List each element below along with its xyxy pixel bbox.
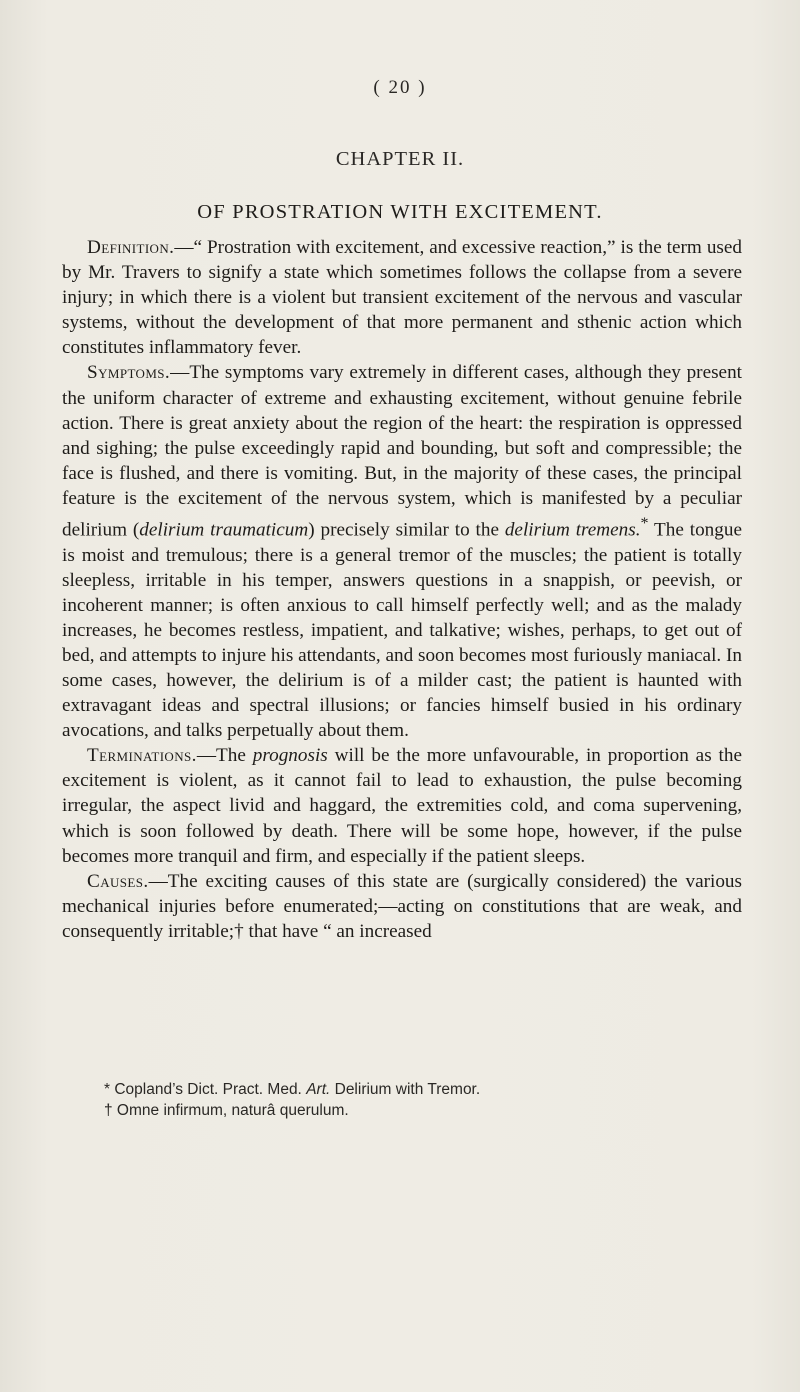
footnote-italic: Art. [306,1081,331,1098]
footnote-reference: † [234,920,244,942]
paragraph-terminations [62,743,742,868]
footnote-text: Omne infirmum, naturâ querulum. [112,1102,349,1119]
section-label-causes: Causes. [87,870,149,892]
footnotes [104,1079,744,1121]
paragraph-text: —The [196,745,253,767]
paragraph-text: —The symptoms vary extremely in different cases, although they present the uniform character of extreme and exhausting excitement, without genuine febrile action. There is great anxiety about the region of the heart: the respiration is oppressed and sighing; the pulse exceedingly rapid and bounding, but soft and compressible; the face is flushed, and there is vomiting. But, in the majority of these cases, the principal feature is the excitement of the nervous system, which is manifested by a peculiar delirium ( [62,362,742,541]
page-number: ( 20 ) [373,77,427,98]
italic-term: delirium tremens. [504,519,641,541]
footnote-reference: * [640,515,649,533]
footnote-1 [104,1079,744,1100]
paragraph-text: The tongue is moist and tremulous; there is a general tremor of the muscles; the patient is totally sleepless, irritable in his temper, answers questions in a snappish, or peevish, or incoherent manner; is often anxious to call himself perfectly well; and as the malady increases, he becomes restless, impatient, and talkative; wishes, perhaps, to get out of bed, and attempts to injure his attendants, and soon becomes most furiously maniacal. In some cases, however, the delirium is of a milder cast; the patient is haunted with extravagant ideas and spectral illusions; or fancies himself busied in his ordinary avocations, and talks perpetually about them. [62,519,742,742]
footnote-mark: † [104,1102,113,1119]
paragraph-text: will be the more unfavourable, in proportion as the excitement is violent, as it cannot fail to lead to exhaustion, the pulse becoming irregular, the aspect livid and haggard, the extremities cold, and coma supervening, which is soon followed by death. There will be some hope, however, if the pulse becomes more tranquil and firm, and especially if the patient sleeps. [62,745,742,867]
italic-term: prognosis [252,745,328,767]
section-label-definition: Definition. [87,237,175,258]
italic-term: delirium traumaticum [139,519,309,541]
paragraph-text: —“ Prostration with excitement, and excessive reaction,” is the term used by Mr. Travers to signify a state which sometimes follows the collapse from a severe injury; in which there is a violent but transient excitement of the nervous and vascular systems, without the development of that more permanent and sthenic action which constitutes inflammatory fever. [62,237,742,359]
paragraph-definition [62,235,742,360]
paragraph-causes [62,869,742,944]
section-label-terminations: Terminations. [87,745,197,767]
footnote-2 [104,1100,744,1121]
paragraph-text: that have “ an increased [243,920,432,942]
paragraph-text: —The exciting causes of this state are (surgically considered) the various mechanical injuries before enumerated;—acting on constitutions that are weak, and consequently irritable; [62,870,742,942]
paragraph-text: ) precisely similar to the [308,519,505,541]
chapter-heading: CHAPTER II. [335,148,465,170]
body-text [62,235,742,944]
chapter-title: OF PROSTRATION WITH EXCITEMENT. [197,201,603,223]
footnote-text: Copland’s Dict. Pract. Med. [110,1081,307,1098]
section-label-symptoms: Symptoms. [87,362,171,384]
footnote-text: Delirium with Tremor. [330,1081,481,1098]
footnote-mark: * [104,1081,111,1098]
paragraph-symptoms [62,360,742,743]
